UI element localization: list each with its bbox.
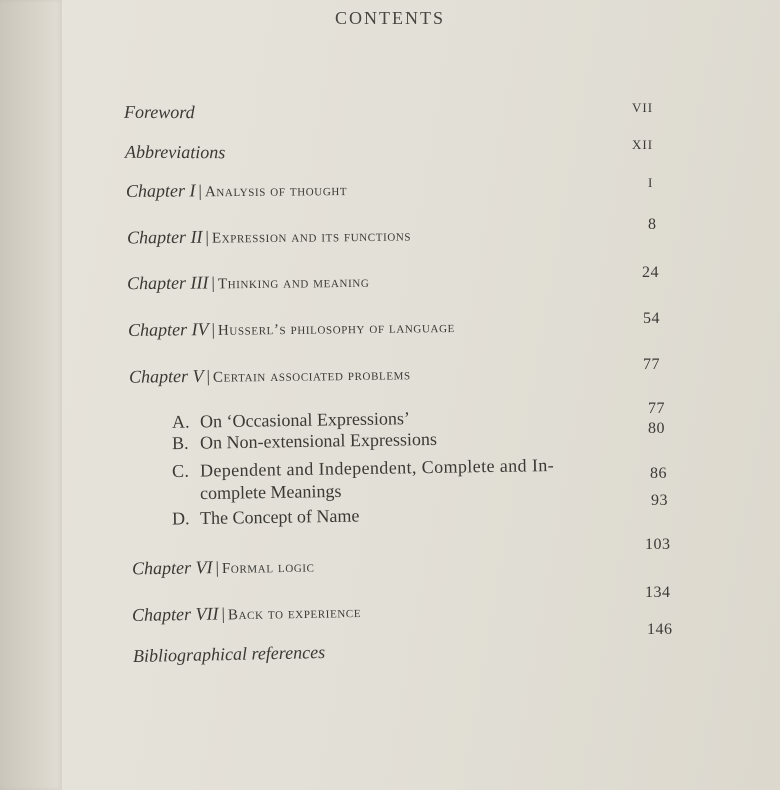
section-letter: B. — [171, 432, 189, 454]
chapter-title: Formal logic — [221, 559, 315, 578]
page-gutter — [0, 0, 62, 790]
toc-entry-chapter-7 — [132, 601, 361, 626]
page-number: 86 — [650, 465, 667, 482]
chapter-label: Chapter I — [125, 180, 196, 201]
page-number: 77 — [643, 356, 660, 373]
chapter-label: Chapter V — [128, 365, 204, 387]
chapter-label: Chapter VII — [131, 603, 219, 625]
chapter-title: Husserl’s philosophy of language — [217, 320, 455, 339]
toc-entry-abbreviations — [125, 142, 225, 164]
page-number: 24 — [642, 264, 659, 281]
chapter-separator: | — [205, 227, 210, 247]
chapter-separator: | — [215, 558, 220, 578]
chapter-separator: | — [211, 273, 215, 293]
page-number: 134 — [645, 584, 671, 601]
section-title-continuation: complete Meanings — [199, 480, 342, 504]
toc-section-c-continuation — [200, 481, 342, 504]
page-number: XII — [632, 137, 654, 152]
chapter-label: Chapter IV — [127, 319, 209, 340]
toc-section-d — [172, 506, 360, 530]
chapter-separator: | — [221, 604, 226, 624]
toc-entry-label: Foreword — [123, 101, 195, 123]
chapter-label: Chapter II — [126, 226, 203, 248]
toc-section-c — [172, 455, 554, 482]
chapter-title: Thinking and meaning — [217, 274, 370, 293]
toc-entry-chapter-3 — [127, 271, 370, 295]
chapter-title: Certain associated problems — [212, 367, 411, 386]
toc-entry-chapter-4 — [128, 316, 455, 341]
page-number: 146 — [647, 621, 673, 638]
chapter-separator: | — [211, 319, 216, 339]
section-letter: A. — [171, 411, 190, 432]
toc-entry-chapter-5 — [129, 363, 411, 387]
page-number: 77 — [648, 400, 665, 417]
toc-entry-label: Bibliographical references — [132, 641, 326, 667]
toc-entry-label: Abbreviations — [124, 141, 226, 163]
page-title: CONTENTS — [335, 8, 445, 28]
section-title: On Non-extensional Expressions — [199, 428, 438, 453]
section-letter: D. — [171, 508, 190, 529]
chapter-label: Chapter VI — [131, 557, 213, 579]
page-number: 8 — [648, 216, 657, 233]
chapter-title: Expression and its functions — [211, 228, 412, 247]
page-number: 103 — [645, 536, 671, 553]
section-letter: C. — [171, 460, 190, 481]
toc-entry-chapter-2 — [127, 225, 411, 249]
chapter-title: Back to experience — [227, 605, 362, 624]
toc-entry-bibliography — [133, 642, 326, 667]
page-number: 80 — [648, 420, 665, 437]
chapter-separator: | — [198, 181, 202, 201]
chapter-title: Analysis of thought — [204, 183, 348, 201]
chapter-separator: | — [206, 366, 211, 386]
toc-entry-chapter-1 — [126, 179, 347, 202]
page-number: 93 — [651, 492, 668, 509]
section-title: Dependent and Independent, Complete and In- — [199, 455, 555, 481]
page-number: 54 — [643, 310, 660, 327]
section-title: The Concept of Name — [199, 505, 360, 529]
toc-entry-foreword — [124, 102, 195, 123]
section-title: On ‘Occasional Expressions’ — [199, 408, 411, 432]
page-number: I — [648, 175, 654, 190]
chapter-label: Chapter III — [126, 272, 209, 294]
page-number: VII — [632, 100, 654, 115]
toc-section-b — [172, 429, 437, 454]
toc-entry-chapter-6 — [132, 556, 315, 580]
